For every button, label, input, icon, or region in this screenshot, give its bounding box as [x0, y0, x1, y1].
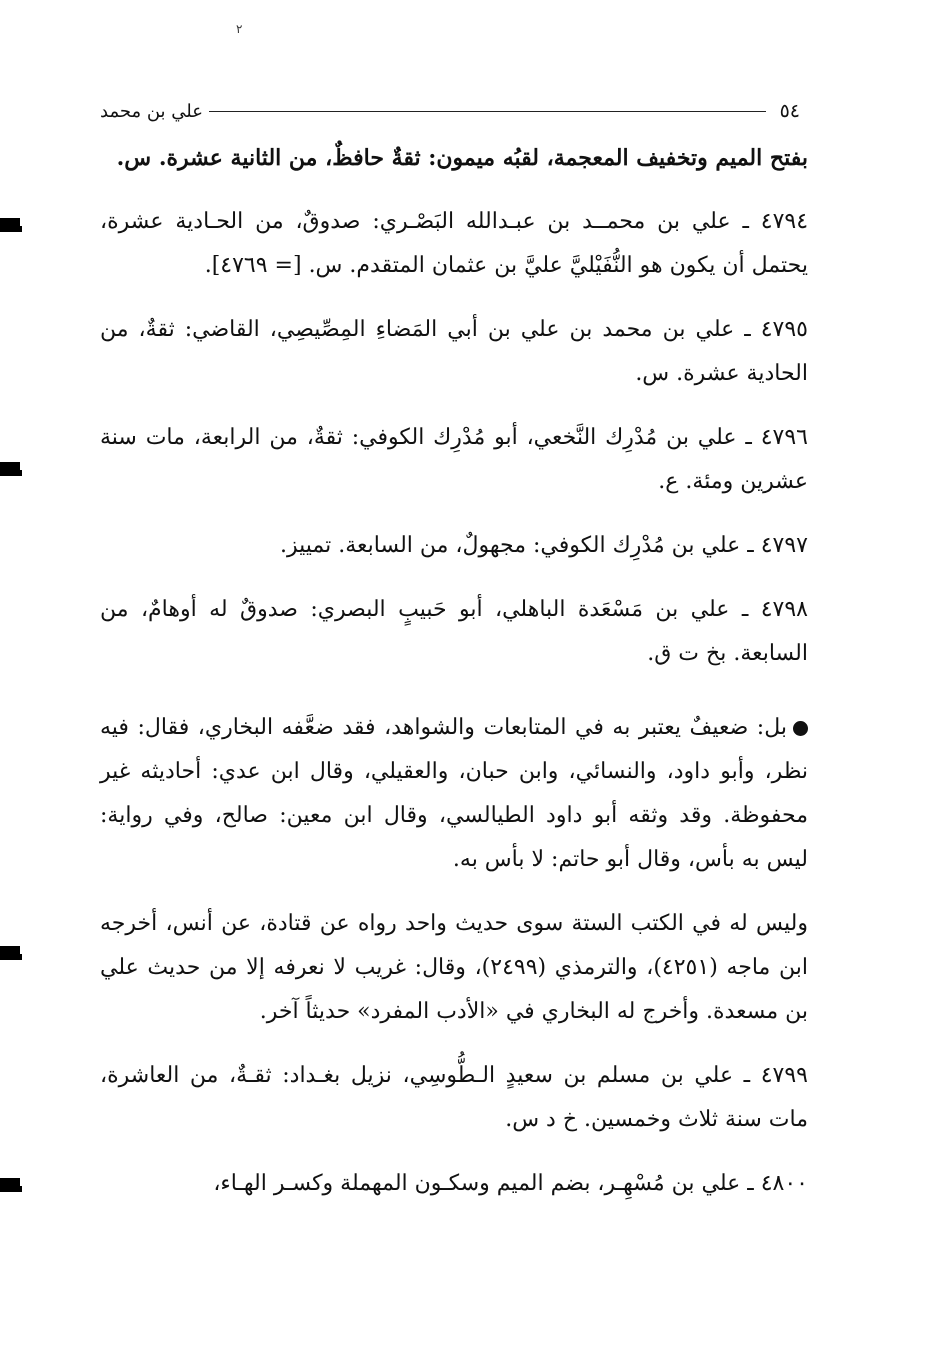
- entry-text: بفتح الميم وتخفيف المعجمة، لقبُه ميمون: ثقةٌ حافظٌ، من الثانية عشرة. س.: [116, 145, 808, 171]
- entry-number: ٤٧٩٤ ـ: [742, 209, 809, 234]
- entry-number: ٤٧٩٨ ـ: [741, 597, 808, 622]
- page-header: [100, 96, 800, 126]
- entry-number: ٤٧٩٥ ـ: [744, 317, 808, 342]
- page-number: ٥٤: [779, 100, 800, 122]
- scan-edge-mark: [0, 946, 20, 960]
- entry-4795: [100, 308, 808, 396]
- commentary-text: وليس له في الكتب الستة سوى حديث واحد رواه عن قتادة، عن أنس، أخرجه ابن ماجه (٤٢٥١)، والترمذي (٢٤٩٩)، وقال: غريب لا نعرفه إلا من حديث علي بن مسعدة. وأخرج له البخاري في «الأدب المفرد» حديثاً آخر.: [100, 911, 808, 1024]
- running-title: علي بن محمد: [100, 100, 203, 122]
- entry-continuation: [100, 136, 808, 180]
- scan-edge-mark: [0, 462, 20, 476]
- entry-text: علي بن مُدْرِك الكوفي: مجهولٌ، من السابعة. تمييز.: [280, 533, 741, 558]
- entry-number: ٤٧٩٦ ـ: [745, 425, 808, 450]
- entry-4800: [100, 1162, 808, 1206]
- entry-number: ٤٧٩٧ ـ: [747, 533, 808, 558]
- bullet-icon: [793, 721, 808, 736]
- entry-number: ٤٧٩٩ ـ: [743, 1063, 808, 1088]
- entry-number: ٤٨٠٠ ـ: [747, 1171, 808, 1196]
- entry-text: علي بن مسلم بن سعيدٍ الـطُّوسِي، نزيل بغـداد: ثقـةٌ، من العاشرة، مات سنة ثلاث وخمسين. خ د س.: [100, 1063, 808, 1132]
- entry-text: علي بن مُسْهِـر، بضم الميم وسكـون المهملة وكسـر الهـاء،: [213, 1171, 741, 1196]
- entry-text: علي بن مُدْرِك النَّخعي، أبو مُدْرِك الكوفي: ثقةٌ، من الرابعة، مات سنة عشرين ومئة. ع.: [100, 425, 808, 494]
- commentary-text: بل: ضعيفٌ يعتبر به في المتابعات والشواهد، فقد ضعَّفه البخاري، فقال: فيه نظر، وأبو داود، والنسائي، وابن حبان، والعقيلي، وقال ابن عدي: أحاديثه غير محفوظة. وقد وثقه أبو داود الطيالسي، وقال ابن معين: صالح، وفي رواية: ليس به بأس، وقال أبو حاتم: لا بأس به.: [100, 715, 808, 872]
- entry-text: علي بن محمــد بن عبـدالله البَصْـري: صدوقٌ، من الحـادية عشرة، يحتمل أن يكون هو النُّفَيْليَّ عليَّ بن عثمان المتقدم. س. [= ٤٧٦٩].: [100, 209, 808, 278]
- entry-4796: [100, 416, 808, 504]
- commentary-paragraph: [100, 902, 808, 1034]
- entry-4794: [100, 200, 808, 288]
- entry-text: علي بن مَسْعَدة الباهلي، أبو حَبيبٍ البصري: صدوقٌ له أوهامٌ، من السابعة. بخ ت ق.: [100, 597, 808, 666]
- entry-4797: [100, 524, 808, 568]
- scan-edge-mark: [0, 218, 20, 232]
- header-rule: [209, 111, 766, 112]
- entry-text: علي بن محمد بن علي بن أبي المَضاءِ المِصِّيصِي، القاضي: ثقةٌ، من الحادية عشرة. س.: [100, 317, 808, 386]
- entry-4799: [100, 1054, 808, 1142]
- page-body: [100, 136, 808, 1226]
- commentary-paragraph: [100, 706, 808, 882]
- scan-edge-mark: [0, 1178, 20, 1192]
- corner-mark: ٢: [236, 22, 243, 36]
- entry-4798: [100, 588, 808, 676]
